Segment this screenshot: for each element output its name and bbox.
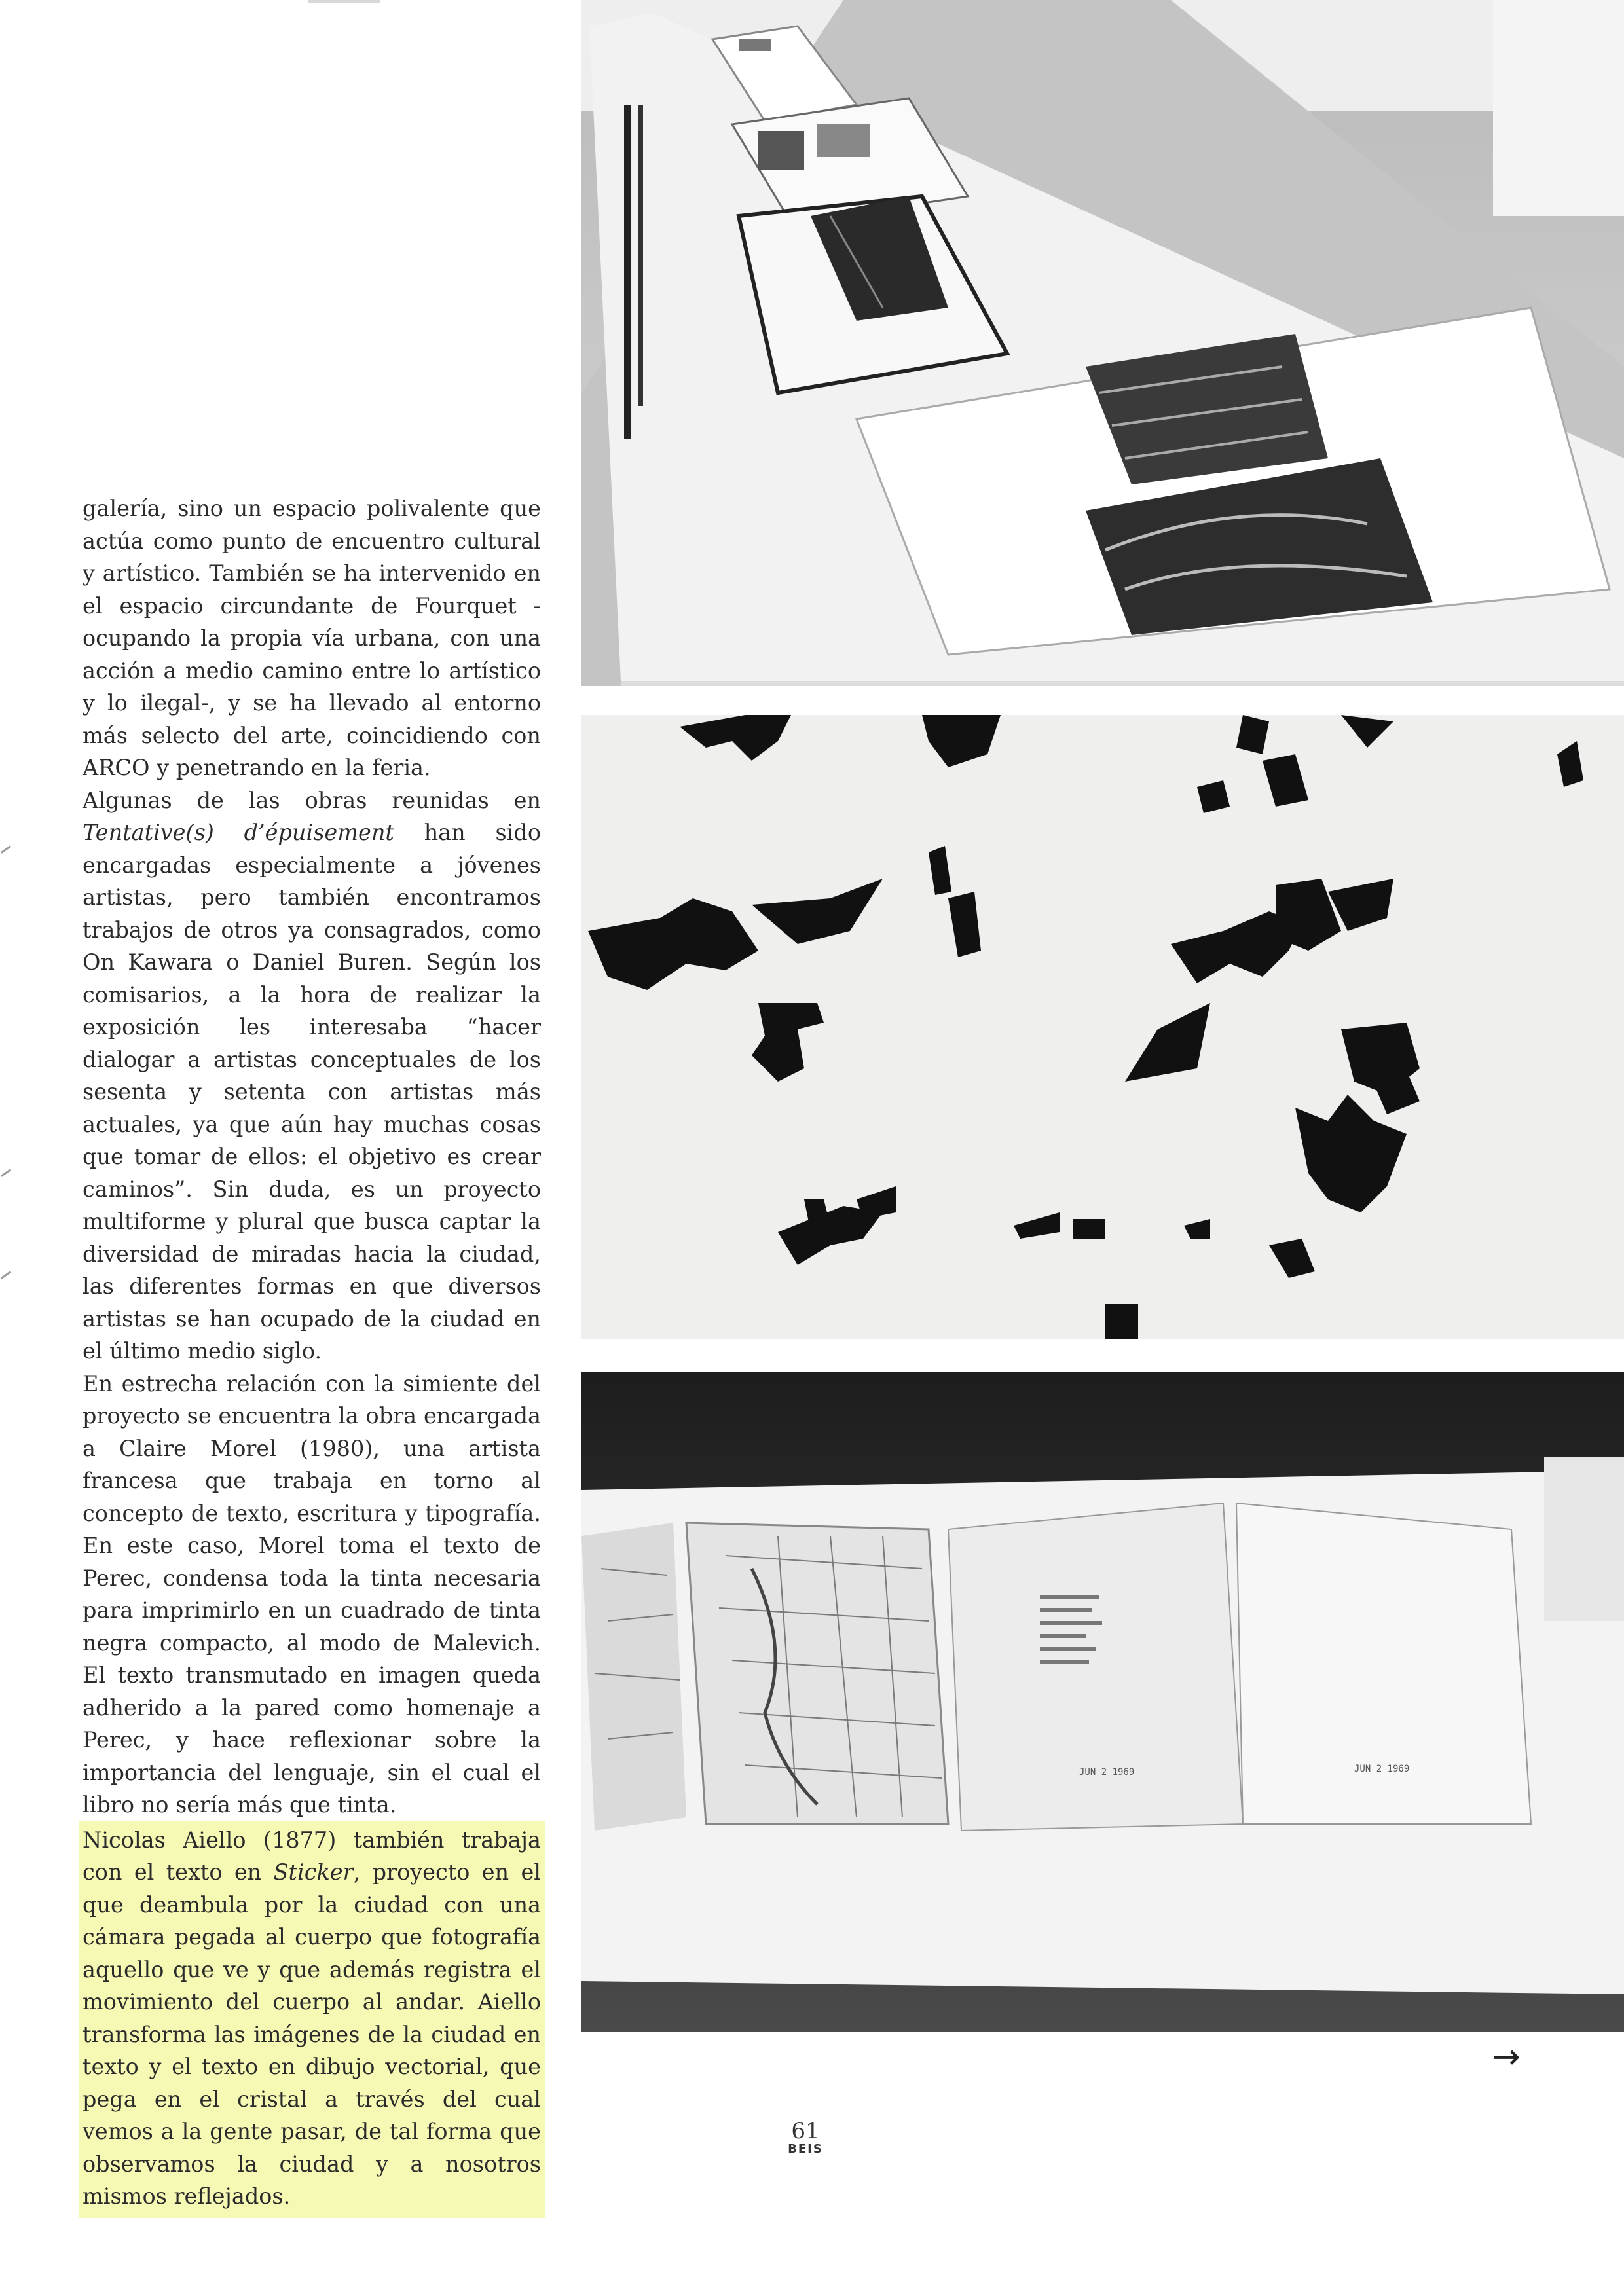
paragraph-obras [83,784,541,1368]
text-run: , proyecto en el que deambula por la ciudad con una cámara pegada al cuerpo que fotografía aquello que ve y que además registra el movimiento del cuerpo al andar. Aiello transforma las imágenes de la ciudad en texto y el texto en dibujo vectorial, que pega en el cristal a través del cual vemos a la gente pasar, de tal forma que observamos la ciudad y a nosotros mismos reflejados. [83,1859,541,2209]
magazine-name: BEIS [788,2142,823,2156]
text-run: Algunas de las obras reunidas en [83,787,541,813]
italic-title: Tentative(s) d’épuisement [83,820,394,845]
scan-edge-mark [1,1271,11,1279]
next-page-arrow: → [1492,2037,1521,2077]
paragraph-fourquet [83,492,541,784]
text-run: En estrecha relación con la simiente del proyecto se encuentra la obra encargada a Claire Morel (1980), una artista francesa que trabaja en torno al concepto de texto, escritura y tipografía. En este caso, Morel toma el texto de Perec, condensa toda la tinta necesaria para imprimirlo en un cuadrado de tinta negra compacto, al modo de Malevich. El texto transmutado en imagen queda adherido a la pared como homenaje a Perec, y hace reflexionar sobre la importancia del lenguaje, sin el cual el libro no sería más que tinta. [83,1370,541,1817]
page-number: 61 [791,2118,820,2144]
text-run: Nicolas Aiello (1877) también trabaja con el texto en [83,1827,541,1885]
page-edge-mark [308,0,380,3]
photo-open-books-map [581,1372,1624,2032]
italic-title: Sticker [273,1859,354,1885]
scan-edge-mark [1,845,11,854]
page-folio [773,2120,838,2156]
photo-table-with-books [581,0,1624,686]
text-run: han sido encargadas especialmente a jóvenes artistas, pero también encontramos trabajos de otros ya consagrados, como On Kawara o Daniel Buren. Según los comisarios, a la hora de realizar la exposición les interesaba “hacer dialogar a artistas conceptuales de los sesenta y setenta con artistas más actuales, ya que aún hay muchas cosas que tomar de ellos: el objetivo es crear caminos”. Sin duda, es un proyecto multiforme y plural que busca captar la diversidad de miradas hacia la ciudad, las diferentes formas en que diversos artistas se han ocupado de la ciudad en el último medio siglo. [83,820,541,1364]
scan-edge-mark [1,1169,11,1177]
date-stamp-right: JUN 2 1969 [1354,1764,1410,1774]
paragraph-nicolas-aiello-highlighted [79,1821,545,2218]
photo-black-fragments-wall [581,715,1624,1339]
article-body [83,492,541,2218]
date-stamp-left: JUN 2 1969 [1079,1767,1135,1777]
paragraph-claire-morel [83,1368,541,1821]
text-run: galería, sino un espacio polivalente que actúa como punto de encuentro cultural y artístico. También se ha intervenido en el espacio circundante de Fourquet -ocupando la propia vía urbana, con una acción a medio camino entre lo artístico y lo ilegal-, y se ha llevado al entorno más selecto del arte, coincidiendo con ARCO y penetrando en la feria. [83,496,541,780]
